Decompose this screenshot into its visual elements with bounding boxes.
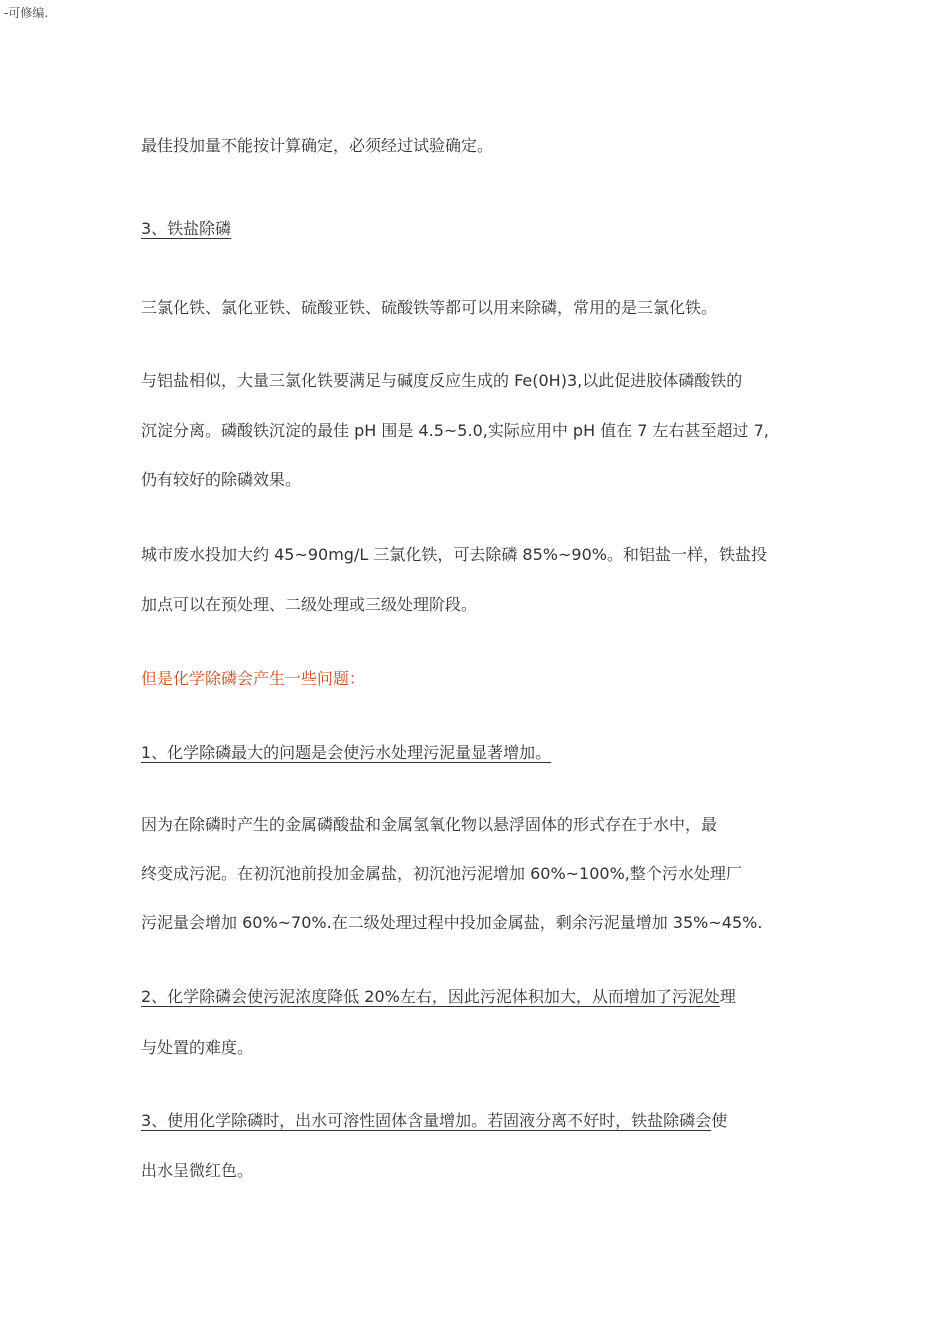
paragraph-ferric-line-3: 仍有较好的除磷效果。 xyxy=(141,470,302,489)
paragraph-sludge-line-1: 因为在除磷时产生的金属磷酸盐和金属氢氧化物以悬浮固体的形式存在于水中，最 xyxy=(141,815,718,834)
problem-item-2-line-2: 与处置的难度。 xyxy=(141,1038,254,1057)
section-heading-iron-salt: 3、铁盐除磷 xyxy=(141,219,232,238)
problem-item-3-tail: 使 xyxy=(711,1111,728,1130)
paragraph-dosage-line-2: 加点可以在预处理、二级处理或三级处理阶段。 xyxy=(141,595,478,614)
problems-heading: 但是化学除磷会产生一些问题： xyxy=(141,669,366,688)
paragraph-iron-salts-list: 三氯化铁、氯化亚铁、硫酸亚铁、硫酸铁等都可以用来除磷，常用的是三氯化铁。 xyxy=(141,298,718,317)
problem-item-2-underlined: 2、化学除磷会使污泥浓度降低 20%左右，因此污泥体积加大，从而增加了污泥处 xyxy=(141,987,720,1006)
problem-item-2-tail: 理 xyxy=(719,987,736,1006)
paragraph-sludge-line-3: 污泥量会增加 60%~70%.在二级处理过程中投加金属盐，剩余污泥量增加 35%~45%. xyxy=(141,913,763,932)
paragraph-optimal-dosage: 最佳投加量不能按计算确定，必须经过试验确定。 xyxy=(141,136,494,155)
paragraph-dosage-line-1: 城市废水投加大约 45~90mg/L 三氯化铁，可去除磷 85%~90%。和铝盐一样，铁盐投 xyxy=(141,545,767,564)
paragraph-ferric-line-1: 与铝盐相似，大量三氯化铁要满足与碱度反应生成的 Fe(0H)3,以此促进胶体磷酸铁的 xyxy=(141,371,743,390)
problem-item-3-underlined: 3、使用化学除磷时，出水可溶性固体含量增加。若固液分离不好时，铁盐除磷会 xyxy=(141,1111,712,1130)
paragraph-sludge-line-2: 终变成污泥。在初沉池前投加金属盐，初沉池污泥增加 60%~100%,整个污水处理厂 xyxy=(141,864,742,883)
problem-item-2-line-1 xyxy=(141,986,736,1008)
paragraph-ferric-line-2: 沉淀分离。磷酸铁沉淀的最佳 pH 围是 4.5~5.0,实际应用中 pH 值在 7 左右甚至超过 7, xyxy=(141,421,769,440)
problem-item-3-line-2: 出水呈微红色。 xyxy=(141,1161,254,1180)
problem-item-1: 1、化学除磷最大的问题是会使污水处理污泥量显著增加。 xyxy=(141,743,552,762)
editable-note: -可修编. xyxy=(4,6,49,20)
problem-item-3-line-1 xyxy=(141,1110,727,1132)
